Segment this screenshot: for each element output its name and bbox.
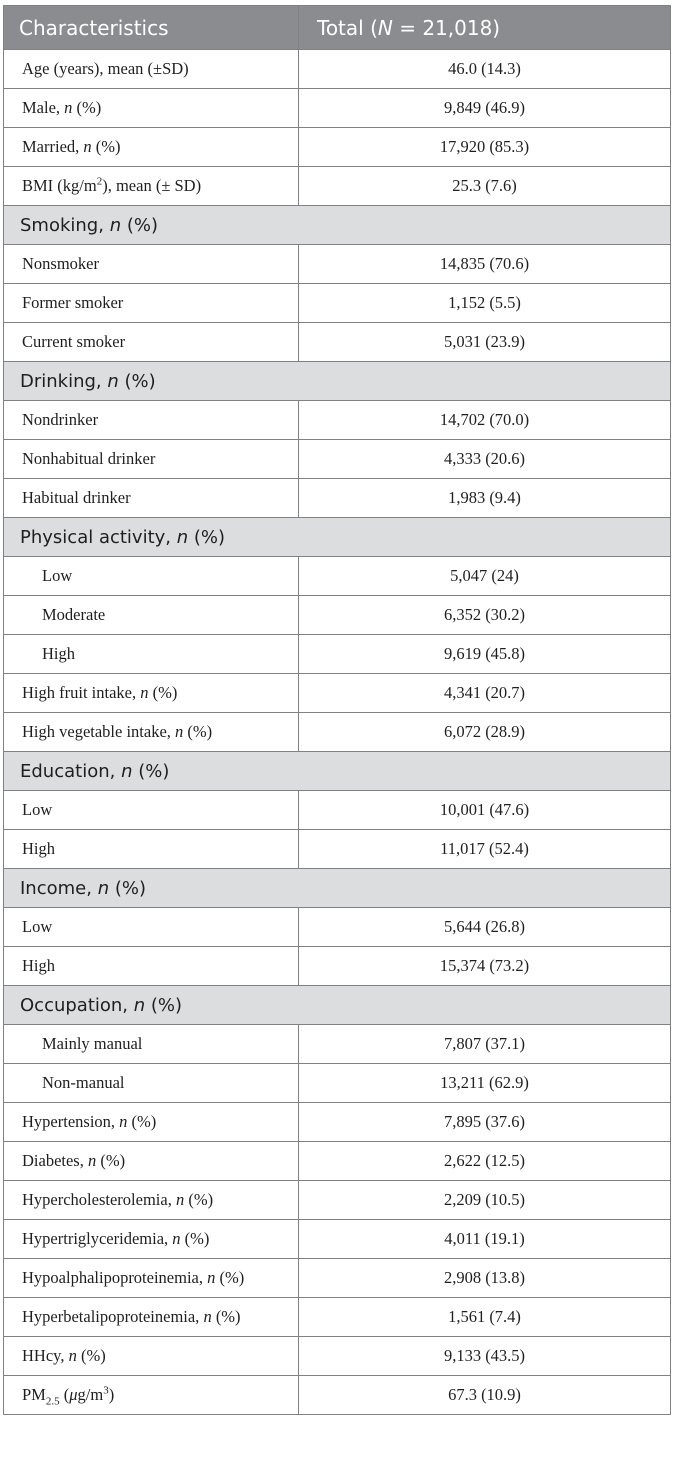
row-value: 11,017 (52.4) xyxy=(299,830,671,869)
label-italic: n xyxy=(203,1307,212,1326)
label-text: Former smoker xyxy=(22,293,124,312)
row-label xyxy=(4,167,299,206)
row-label xyxy=(4,1025,299,1064)
row-value: 10,001 (47.6) xyxy=(299,791,671,830)
row-value: 9,849 (46.9) xyxy=(299,89,671,128)
row-value: 4,333 (20.6) xyxy=(299,440,671,479)
row-label xyxy=(4,908,299,947)
row-label xyxy=(4,1181,299,1220)
table-row xyxy=(4,1376,671,1415)
row-value: 14,835 (70.6) xyxy=(299,245,671,284)
row-value: 2,209 (10.5) xyxy=(299,1181,671,1220)
row-label xyxy=(4,791,299,830)
label-text: (%) xyxy=(91,137,121,156)
label-italic: n xyxy=(175,722,184,741)
label-text: Nonsmoker xyxy=(22,254,99,273)
row-label xyxy=(4,1064,299,1103)
label-italic: n xyxy=(207,1268,216,1287)
table-row xyxy=(4,830,671,869)
row-label xyxy=(4,50,299,89)
label-text: Moderate xyxy=(42,605,106,624)
header-total-n: N xyxy=(377,15,393,40)
row-value: 2,622 (12.5) xyxy=(299,1142,671,1181)
label-italic: n xyxy=(68,1346,77,1365)
label-text: Non-manual xyxy=(42,1073,125,1092)
row-value: 7,895 (37.6) xyxy=(299,1103,671,1142)
label-text: Income, xyxy=(20,877,98,899)
row-value: 5,047 (24) xyxy=(299,557,671,596)
label-text: (%) xyxy=(96,1151,126,1170)
table-row xyxy=(4,1220,671,1259)
label-text: (%) xyxy=(109,877,146,899)
label-text: Nonhabitual drinker xyxy=(22,449,156,468)
label-italic: n xyxy=(121,760,133,782)
row-label xyxy=(4,713,299,752)
row-value: 1,561 (7.4) xyxy=(299,1298,671,1337)
label-text: (%) xyxy=(184,1190,214,1209)
label-text: High xyxy=(22,839,55,858)
table-body xyxy=(4,50,671,1415)
label-text: ), mean (± SD) xyxy=(102,176,202,195)
label-superscript: 2 xyxy=(96,175,103,188)
row-label xyxy=(4,128,299,167)
label-text: ( xyxy=(59,1385,70,1404)
row-value: 5,644 (26.8) xyxy=(299,908,671,947)
section-header-row xyxy=(4,518,671,557)
table-row xyxy=(4,908,671,947)
section-title xyxy=(4,752,671,791)
table-row xyxy=(4,674,671,713)
label-text: (%) xyxy=(215,1268,245,1287)
section-header-row xyxy=(4,986,671,1025)
label-text: Smoking, xyxy=(20,214,110,236)
label-text: (%) xyxy=(76,1346,106,1365)
label-text: Low xyxy=(22,917,53,936)
table-row xyxy=(4,1298,671,1337)
label-text: Hypertriglyceridemia, xyxy=(22,1229,173,1248)
label-text: Hyperbetalipoproteinemia, xyxy=(22,1307,204,1326)
label-text: High fruit intake, xyxy=(22,683,141,702)
label-text: (%) xyxy=(127,1112,157,1131)
section-title xyxy=(4,206,671,245)
row-label xyxy=(4,830,299,869)
row-value: 6,352 (30.2) xyxy=(299,596,671,635)
characteristics-table xyxy=(3,5,671,1415)
table-row xyxy=(4,557,671,596)
row-label xyxy=(4,1142,299,1181)
row-label xyxy=(4,245,299,284)
section-header-row xyxy=(4,869,671,908)
label-text: g/m xyxy=(77,1385,104,1404)
label-text: Diabetes, xyxy=(22,1151,88,1170)
label-text: (%) xyxy=(132,760,170,782)
label-subscript: 2.5 xyxy=(45,1395,60,1408)
label-text: High xyxy=(42,644,75,663)
row-label xyxy=(4,947,299,986)
table-row xyxy=(4,1064,671,1103)
row-label xyxy=(4,596,299,635)
label-text: (%) xyxy=(72,98,102,117)
label-text: HHcy, xyxy=(22,1346,69,1365)
table-row xyxy=(4,635,671,674)
label-italic: n xyxy=(172,1229,181,1248)
header-total xyxy=(299,6,671,50)
section-title xyxy=(4,518,671,557)
row-label xyxy=(4,1337,299,1376)
section-title xyxy=(4,986,671,1025)
label-text: BMI (kg/m xyxy=(22,176,97,195)
table-row xyxy=(4,50,671,89)
label-italic: n xyxy=(87,1151,97,1170)
row-value: 1,983 (9.4) xyxy=(299,479,671,518)
row-value: 1,152 (5.5) xyxy=(299,284,671,323)
table-row xyxy=(4,284,671,323)
row-value: 7,807 (37.1) xyxy=(299,1025,671,1064)
row-value: 9,619 (45.8) xyxy=(299,635,671,674)
row-value: 4,341 (20.7) xyxy=(299,674,671,713)
label-text: High vegetable intake, xyxy=(22,722,176,741)
row-value: 14,702 (70.0) xyxy=(299,401,671,440)
label-italic: n xyxy=(83,137,92,156)
label-italic: n xyxy=(109,214,122,236)
header-total-suffix: = 21,018) xyxy=(392,15,501,40)
header-characteristics: Characteristics xyxy=(4,6,299,50)
row-label xyxy=(4,479,299,518)
label-text: Habitual drinker xyxy=(22,488,131,507)
section-header-row xyxy=(4,206,671,245)
row-label xyxy=(4,284,299,323)
label-text: Hypercholesterolemia, xyxy=(22,1190,176,1209)
label-text: (%) xyxy=(183,722,213,741)
table-row xyxy=(4,713,671,752)
header-total-prefix: Total ( xyxy=(317,15,378,40)
table-row xyxy=(4,128,671,167)
label-text: Male, xyxy=(22,98,65,117)
table-header-row xyxy=(4,6,671,50)
label-text: Age (years), mean (±SD) xyxy=(22,59,189,78)
table-row xyxy=(4,323,671,362)
row-value: 4,011 (19.1) xyxy=(299,1220,671,1259)
row-label xyxy=(4,674,299,713)
table-row xyxy=(4,1259,671,1298)
table-row xyxy=(4,1142,671,1181)
table-row xyxy=(4,245,671,284)
row-value: 9,133 (43.5) xyxy=(299,1337,671,1376)
section-header-row xyxy=(4,362,671,401)
table-row xyxy=(4,596,671,635)
row-label xyxy=(4,323,299,362)
row-label xyxy=(4,1220,299,1259)
label-text: Nondrinker xyxy=(22,410,99,429)
label-text: Hypoalphalipoproteinemia, xyxy=(22,1268,208,1287)
row-value: 17,920 (85.3) xyxy=(299,128,671,167)
label-text: High xyxy=(22,956,55,975)
row-value: 2,908 (13.8) xyxy=(299,1259,671,1298)
label-text: Low xyxy=(22,800,53,819)
label-italic: μ xyxy=(69,1385,78,1404)
row-label xyxy=(4,635,299,674)
row-label xyxy=(4,1259,299,1298)
row-label xyxy=(4,440,299,479)
label-text: (%) xyxy=(180,1229,210,1248)
label-text: Drinking, xyxy=(20,370,108,392)
section-title xyxy=(4,362,671,401)
label-text: (%) xyxy=(188,526,226,548)
label-text: (%) xyxy=(211,1307,241,1326)
label-text: Married, xyxy=(22,137,84,156)
label-text: (%) xyxy=(118,370,156,392)
label-text: PM xyxy=(22,1385,46,1404)
label-italic: n xyxy=(176,526,189,548)
label-text: (%) xyxy=(121,214,158,236)
table-row xyxy=(4,947,671,986)
label-italic: n xyxy=(97,877,110,899)
table-row xyxy=(4,479,671,518)
label-text: (%) xyxy=(148,683,178,702)
label-text: Occupation, xyxy=(20,994,134,1016)
label-italic: n xyxy=(133,994,146,1016)
table-row xyxy=(4,89,671,128)
label-text: Hypertension, xyxy=(22,1112,120,1131)
row-label xyxy=(4,89,299,128)
row-label xyxy=(4,401,299,440)
row-label xyxy=(4,1376,299,1415)
table-row xyxy=(4,401,671,440)
row-label xyxy=(4,1103,299,1142)
label-italic: n xyxy=(140,683,149,702)
table-row xyxy=(4,1337,671,1376)
label-text: Education, xyxy=(20,760,122,782)
table-row xyxy=(4,1103,671,1142)
label-text: Mainly manual xyxy=(42,1034,143,1053)
row-value: 13,211 (62.9) xyxy=(299,1064,671,1103)
label-text: Low xyxy=(42,566,73,585)
table-row xyxy=(4,440,671,479)
row-label xyxy=(4,1298,299,1337)
table-row xyxy=(4,791,671,830)
row-value: 5,031 (23.9) xyxy=(299,323,671,362)
table-row xyxy=(4,1181,671,1220)
row-value: 6,072 (28.9) xyxy=(299,713,671,752)
table-row xyxy=(4,1025,671,1064)
label-italic: n xyxy=(107,370,119,392)
row-value: 25.3 (7.6) xyxy=(299,167,671,206)
label-italic: n xyxy=(119,1112,128,1131)
label-italic: n xyxy=(175,1190,185,1209)
label-superscript: 3 xyxy=(103,1384,109,1397)
label-text: Physical activity, xyxy=(20,526,177,548)
row-label xyxy=(4,557,299,596)
section-title xyxy=(4,869,671,908)
row-value: 67.3 (10.9) xyxy=(299,1376,671,1415)
label-text: ) xyxy=(108,1385,115,1404)
row-value: 15,374 (73.2) xyxy=(299,947,671,986)
section-header-row xyxy=(4,752,671,791)
row-value: 46.0 (14.3) xyxy=(299,50,671,89)
label-text: (%) xyxy=(145,994,183,1016)
table-row xyxy=(4,167,671,206)
label-text: Current smoker xyxy=(22,332,126,351)
label-italic: n xyxy=(64,98,73,117)
